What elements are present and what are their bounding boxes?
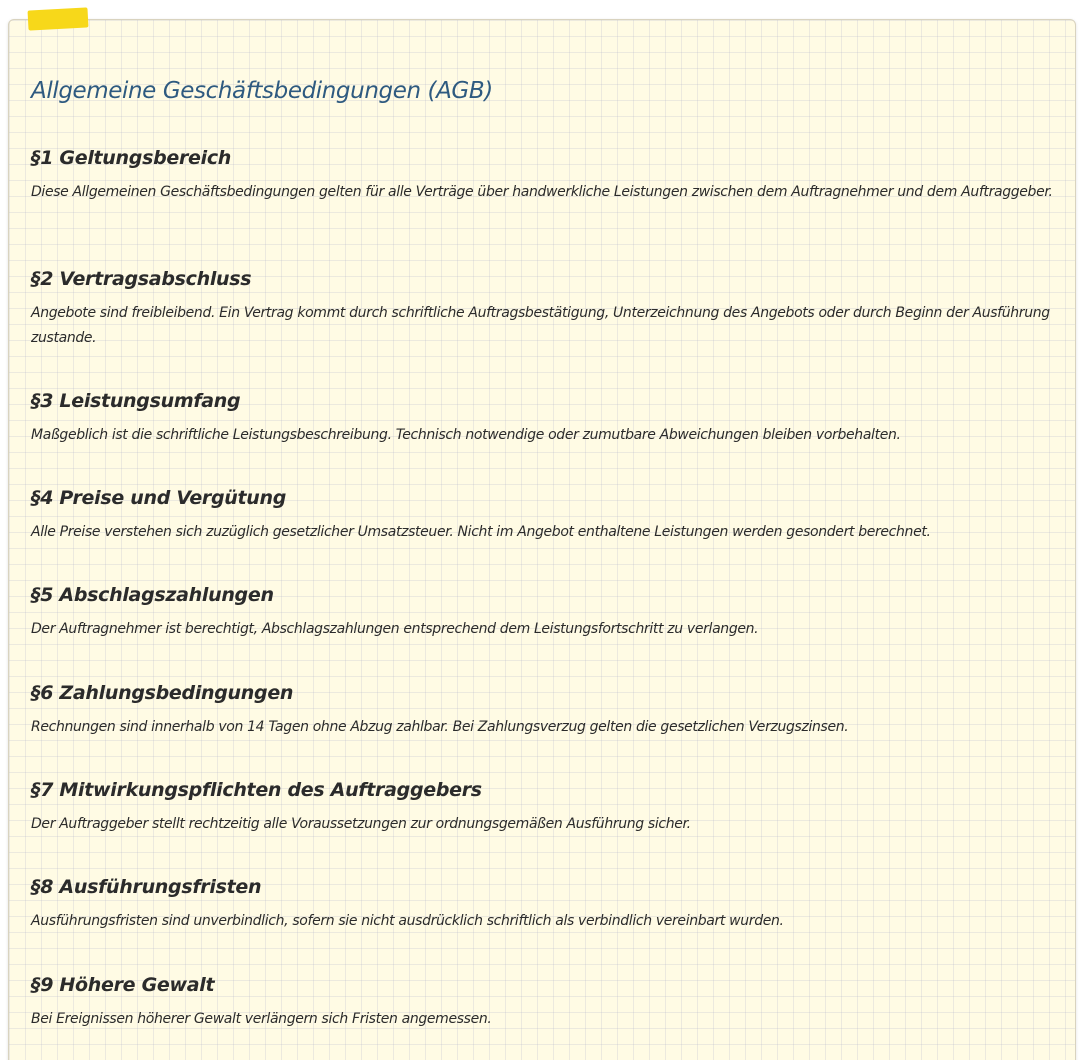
section-geltungsbereich — [31, 146, 1055, 205]
section-text: Der Auftraggeber stellt rechtzeitig alle Voraussetzungen zur ordnungsgemäßen Ausführung sicher. — [31, 816, 691, 832]
section-heading: §9 Höhere Gewalt — [31, 974, 215, 996]
section-heading: §2 Vertragsabschluss — [31, 268, 252, 290]
section-mitwirkungspflichten — [31, 778, 1055, 837]
section-heading: §8 Ausführungsfristen — [31, 876, 262, 898]
section-text: Diese Allgemeinen Geschäftsbedingungen gelten für alle Verträge über handwerkliche Leistungen zwischen dem Auftragnehmer und dem Auftraggeber. — [31, 184, 1053, 200]
section-heading: §6 Zahlungsbedingungen — [31, 682, 294, 704]
section-abschlagszahlungen — [31, 583, 1055, 642]
section-hoehere-gewalt — [31, 973, 1055, 1032]
section-heading: §4 Preise und Vergütung — [31, 487, 287, 509]
section-ausfuehrungsfristen — [31, 875, 1055, 934]
section-text: Ausführungsfristen sind unverbindlich, sofern sie nicht ausdrücklich schriftlich als verbindlich vereinbart wurden. — [31, 913, 784, 929]
document-title: Allgemeine Geschäftsbedingungen (AGB) — [31, 78, 493, 104]
section-heading: §3 Leistungsumfang — [31, 390, 241, 412]
section-text: Rechnungen sind innerhalb von 14 Tagen ohne Abzug zahlbar. Bei Zahlungsverzug gelten die gesetzlichen Verzugszinsen. — [31, 719, 849, 735]
section-text: Alle Preise verstehen sich zuzüglich gesetzlicher Umsatzsteuer. Nicht im Angebot enthaltene Leistungen werden gesondert berechnet. — [31, 524, 931, 540]
section-preise — [31, 486, 1055, 545]
section-leistungsumfang — [31, 389, 1055, 448]
agb-card — [8, 19, 1076, 1060]
section-text: Maßgeblich ist die schriftliche Leistungsbeschreibung. Technisch notwendige oder zumutbare Abweichungen bleiben vorbehalten. — [31, 427, 901, 443]
section-heading: §1 Geltungsbereich — [31, 147, 232, 169]
section-text: Angebote sind freibleibend. Ein Vertrag kommt durch schriftliche Auftragsbestätigung, Unterzeichnung des Angebots oder durch Beginn der Ausführung zustande. — [31, 305, 1050, 346]
tape-decoration — [28, 7, 89, 30]
section-text: Bei Ereignissen höherer Gewalt verlängern sich Fristen angemessen. — [31, 1011, 492, 1027]
section-heading: §7 Mitwirkungspflichten des Auftraggebers — [31, 779, 482, 801]
section-zahlungsbedingungen — [31, 681, 1055, 740]
section-heading: §5 Abschlagszahlungen — [31, 584, 274, 606]
section-vertragsabschluss — [31, 267, 1055, 351]
section-text: Der Auftragnehmer ist berechtigt, Abschlagszahlungen entsprechend dem Leistungsfortschritt zu verlangen. — [31, 621, 759, 637]
